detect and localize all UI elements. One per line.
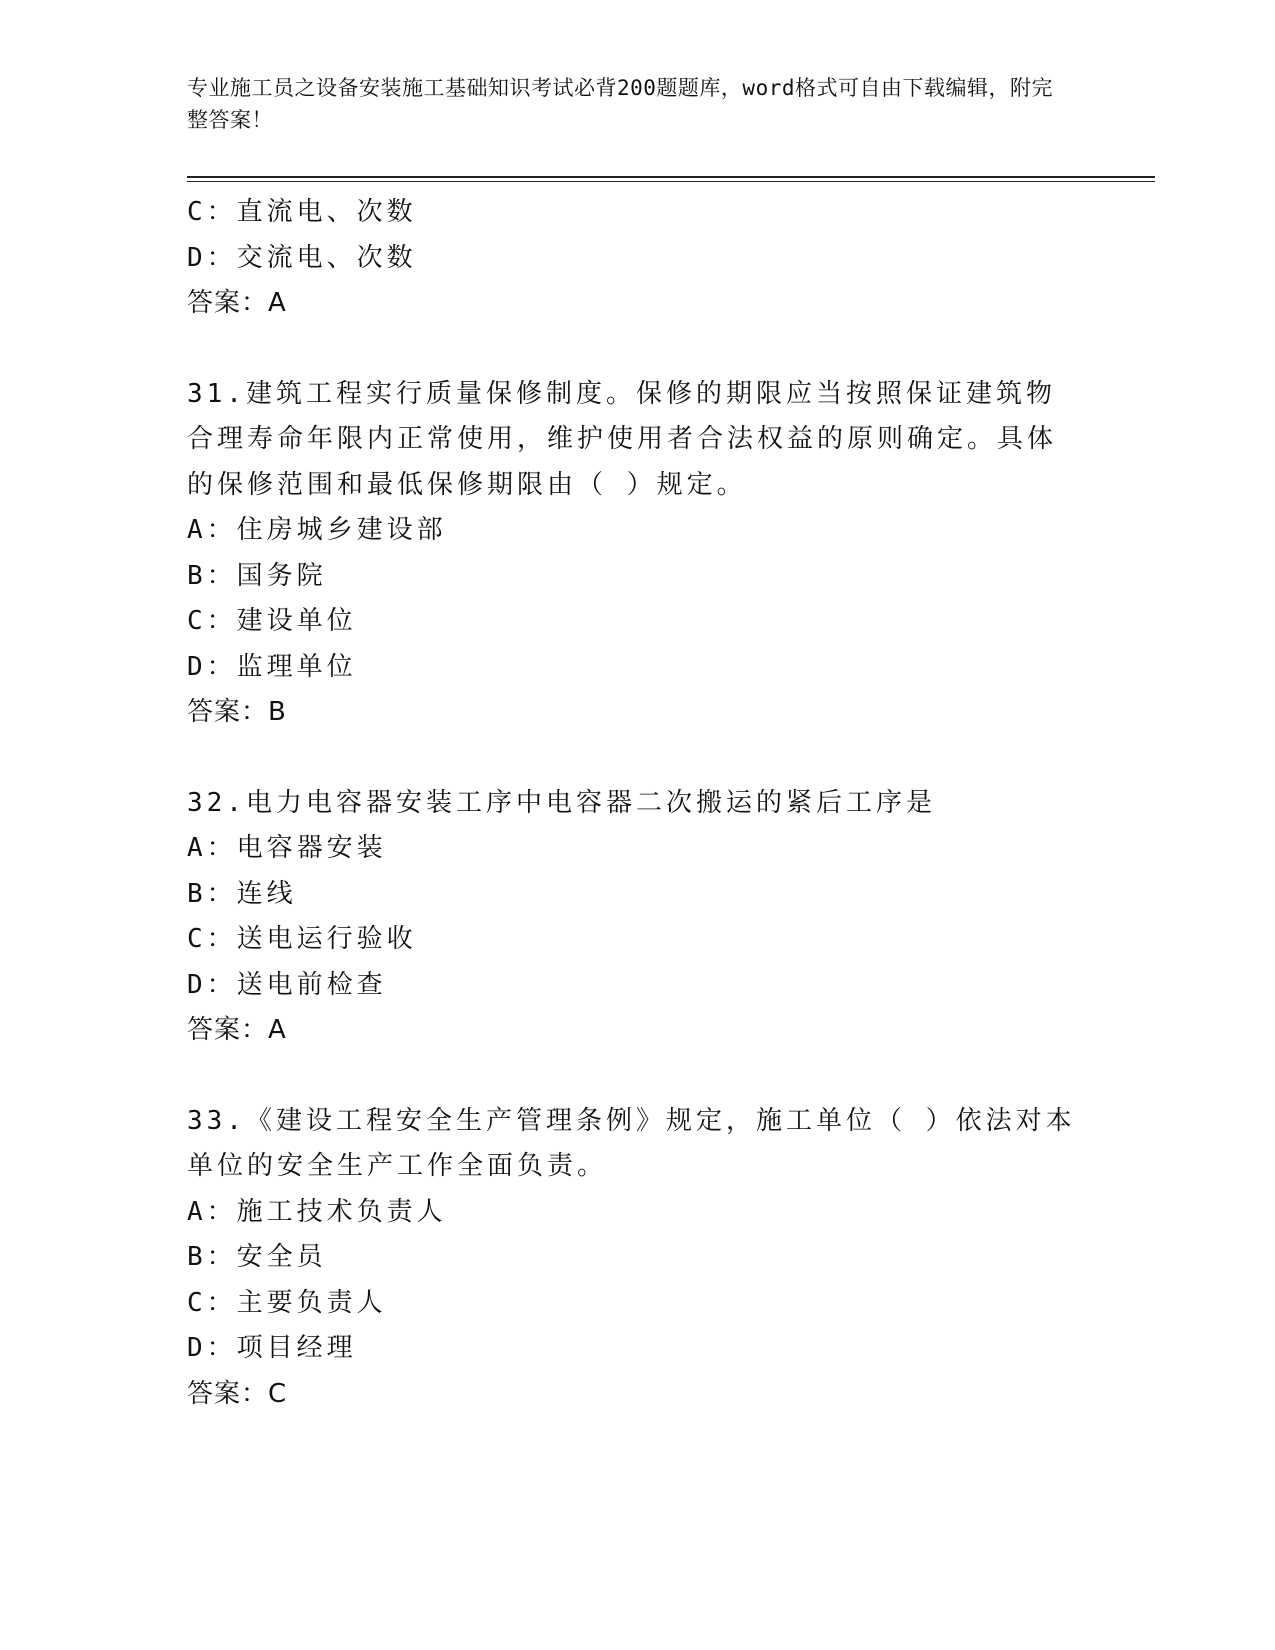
option-c: C：直流电、次数 [187, 197, 417, 227]
option-d: D：监理单位 [187, 651, 357, 682]
question-list [187, 190, 1077, 1417]
question-33 [187, 1099, 1077, 1418]
option-d: D：送电前检查 [187, 969, 387, 1000]
answer-line: 答案：A [187, 288, 287, 318]
option-b: B：连线 [187, 878, 297, 909]
question-32 [187, 781, 1077, 1054]
header-divider-thick [187, 176, 1155, 178]
spacer [187, 1054, 1077, 1099]
document-header: 专业施工员之设备安装施工基础知识考试必背200题题库，word格式可自由下载编辑，附完整答案！ [187, 76, 1053, 132]
option-c: C：建设单位 [187, 606, 357, 636]
answer-line: 答案：B [187, 697, 287, 727]
option-a: A：施工技术负责人 [187, 1196, 447, 1227]
question-stem: 31.建筑工程实行质量保修制度。保修的期限应当按照保证建筑物合理寿命年限内正常使用，维护使用者合法权益的原则确定。具体的保修范围和最低保修期限由（ ）规定。 [187, 378, 1058, 500]
answer-line: 答案：A [187, 1015, 287, 1045]
answer-line: 答案：C [187, 1378, 288, 1409]
question-stem: 33.《建设工程安全生产管理条例》规定，施工单位（ ）依法对本单位的安全生产工作全面负责。 [187, 1105, 1076, 1181]
question-30-partial [187, 190, 1077, 327]
header-divider-thin [187, 181, 1155, 182]
spacer [187, 736, 1077, 781]
option-d: D：交流电、次数 [187, 242, 417, 273]
option-b: B：国务院 [187, 560, 327, 591]
question-31 [187, 372, 1077, 736]
option-b: B：安全员 [187, 1242, 327, 1272]
option-c: C：送电运行验收 [187, 924, 417, 954]
spacer [187, 327, 1077, 372]
option-c: C：主要负责人 [187, 1287, 387, 1318]
question-stem: 32.电力电容器安装工序中电容器二次搬运的紧后工序是 [187, 787, 936, 818]
option-a: A：住房城乡建设部 [187, 515, 447, 545]
option-a: A：电容器安装 [187, 833, 387, 863]
option-d: D：项目经理 [187, 1333, 357, 1363]
